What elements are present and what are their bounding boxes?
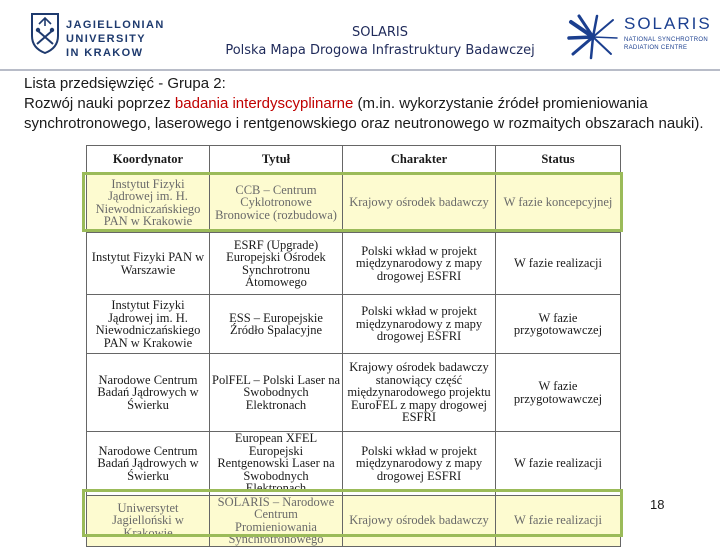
- solaris-wordmark: SOLARIS: [624, 14, 712, 33]
- intro-before: Rozwój nauki poprzez: [24, 95, 175, 112]
- jagiellonian-crest-icon: [30, 12, 60, 54]
- university-line-2: IN KRAKOW: [66, 47, 144, 59]
- column-header-coordinator: Koordynator: [87, 146, 210, 173]
- cell-title: CCB – Centrum Cyklotronowe Bronowice (rozbudowa): [210, 173, 343, 233]
- cell-coordinator: Instytut Fizyki PAN w Warszawie: [87, 233, 210, 295]
- cell-status: W fazie koncepcyjnej: [496, 173, 621, 233]
- cell-character: Krajowy ośrodek badawczy stanowiący część międzynarodowego projektu EuroFEL z mapy drogowej ESFRI: [343, 354, 496, 432]
- cell-character: Polski wkład w projekt międzynarodowy z mapy drogowej ESFRI: [343, 233, 496, 295]
- cell-coordinator: Instytut Fizyki Jądrowej im. H. Niewodniczańskiego PAN w Krakowie: [87, 295, 210, 354]
- table-row: [87, 173, 621, 233]
- cell-character: Krajowy ośrodek badawczy: [343, 173, 496, 233]
- cell-status: W fazie realizacji: [496, 495, 621, 546]
- cell-title: PolFEL – Polski Laser na Swobodnych Elektronach: [210, 354, 343, 432]
- cell-coordinator: Uniwersytet Jagielloński w Krakowie: [87, 495, 210, 546]
- cell-character: Polski wkład w projekt międzynarodowy z mapy drogowej ESFRI: [343, 432, 496, 496]
- slide-subtitle: Polska Mapa Drogowa Infrastruktury Badawczej: [225, 43, 535, 58]
- cell-status: W fazie realizacji: [496, 432, 621, 496]
- header-divider: [0, 69, 720, 71]
- cell-title: SOLARIS – Narodowe Centrum Promieniowania Synchrotronowego: [210, 495, 343, 546]
- table-row: [87, 354, 621, 432]
- table-header-row: [87, 146, 621, 173]
- column-header-character: Charakter: [343, 146, 496, 173]
- cell-status: W fazie przygotowawczej: [496, 295, 621, 354]
- university-name: [66, 18, 206, 60]
- cell-character: Polski wkład w projekt międzynarodowy z mapy drogowej ESFRI: [343, 295, 496, 354]
- column-header-title: Tytuł: [210, 146, 343, 173]
- table-row: [87, 295, 621, 354]
- column-header-status: Status: [496, 146, 621, 173]
- intro-highlight: badania interdyscyplinarne: [174, 95, 354, 112]
- slide-header: [0, 0, 720, 72]
- cell-title: ESS – Europejskie Źródło Spalacyjne: [210, 295, 343, 354]
- cell-title: ESRF (Upgrade) Europejski Ośrodek Synchrotronu Atomowego: [210, 233, 343, 295]
- cell-coordinator: Narodowe Centrum Badań Jądrowych w Świerku: [87, 432, 210, 496]
- solaris-tagline: [624, 36, 714, 52]
- cell-title: European XFEL Europejski Rentgenowski Laser na Swobodnych Elektronach: [210, 432, 343, 496]
- cell-status: W fazie przygotowawczej: [496, 354, 621, 432]
- projects-table: [86, 145, 621, 547]
- intro-text: [24, 74, 714, 134]
- university-line-1: JAGIELLONIAN UNIVERSITY: [66, 19, 165, 45]
- cell-coordinator: Instytut Fizyki Jądrowej im. H. Niewodniczańskiego PAN w Krakowie: [87, 173, 210, 233]
- solaris-logo-icon: [567, 14, 619, 60]
- solaris-tagline-2: RADIATION CENTRE: [624, 45, 688, 51]
- intro-line-1: Lista przedsięwzięć - Grupa 2:: [24, 75, 226, 92]
- intro-paragraph: [24, 94, 714, 134]
- cell-coordinator: Narodowe Centrum Badań Jądrowych w Świerku: [87, 354, 210, 432]
- intro-after: (m.in. wykorzystanie źródeł promieniowania synchrotronowego, laserowego i rentgenowskiego oraz neutronowego w rozmaitych obszarach nauki).: [24, 95, 704, 132]
- table-row: [87, 432, 621, 496]
- solaris-tagline-1: NATIONAL SYNCHROTRON: [624, 37, 709, 43]
- table-row: [87, 495, 621, 546]
- table-row: [87, 233, 621, 295]
- slide-title-block: [205, 24, 555, 60]
- cell-character: Krajowy ośrodek badawczy: [343, 495, 496, 546]
- slide-title: SOLARIS: [351, 25, 409, 40]
- cell-status: W fazie realizacji: [496, 233, 621, 295]
- page-number: 18: [650, 497, 665, 512]
